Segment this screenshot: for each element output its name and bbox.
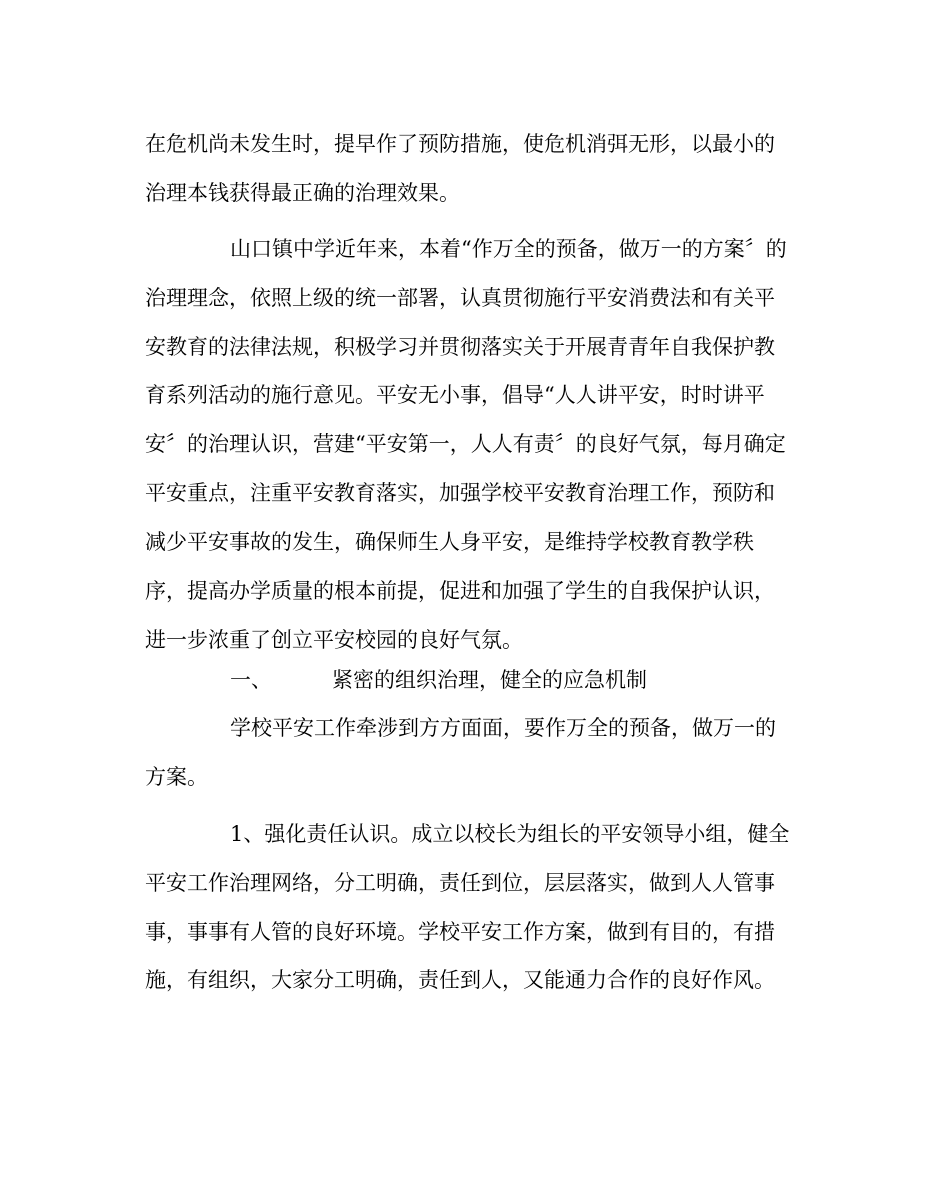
paragraph-3-line-2: 方案。 [145,765,208,789]
paragraph-2-line-5: 安〞的治理认识，营建“平安第一，人人有责〞的良好气氛，每月确定 [145,432,786,456]
section-heading-title: 紧密的组织治理，健全的应急机制 [332,668,647,692]
paragraph-3-line-1: 学校平安工作牵涉到方方面面，要作万全的预备，做万一的 [230,716,776,740]
paragraph-1-line-2: 治理本钱获得最正确的治理效果。 [145,181,460,205]
paragraph-4-line-2: 平安工作治理网络，分工明确，责任到位，层层落实，做到人人管事 [145,871,775,895]
paragraph-2-line-4: 育系列活动的施行意见。平安无小事，倡导“人人讲平安，时时讲平 [145,383,765,407]
paragraph-2-line-7: 减少平安事故的发生，确保师生人身平安，是维持学校教育教学秩 [145,530,754,554]
paragraph-4-line-3: 事，事事有人管的良好环境。学校平安工作方案，做到有目的，有措 [145,920,775,944]
section-heading [230,664,825,696]
paragraph-2-line-9: 进一步浓重了创立平安校园的良好气氛。 [145,628,523,652]
section-heading-number: 一、 [230,668,272,692]
paragraph-4-line-4: 施，有组织，大家分工明确，责任到人，又能通力合作的良好作风。 [145,968,775,992]
paragraph-1-line-1: 在危机尚未发生时，提早作了预防措施，使危机消弭无形，以最小的 [145,132,775,156]
paragraph-2-line-8: 序，提高办学质量的根本前提，促进和加强了学生的自我保护认识， [145,579,775,603]
paragraph-4-line-1: 1、强化责任认识。成立以校长为组长的平安领导小组，健全 [230,822,790,846]
paragraph-2-line-3: 安教育的法律法规，积极学习并贯彻落实关于开展青青年自我保护教 [145,335,775,359]
paragraph-2-line-6: 平安重点，注重平安教育落实，加强学校平安教育治理工作，预防和 [145,481,775,505]
paragraph-2-line-1: 山口镇中学近年来，本着“作万全的预备，做万一的方案〞的 [230,237,787,261]
paragraph-2-line-2: 治理理念，依照上级的统一部署，认真贯彻施行平安消费法和有关平 [145,286,775,310]
